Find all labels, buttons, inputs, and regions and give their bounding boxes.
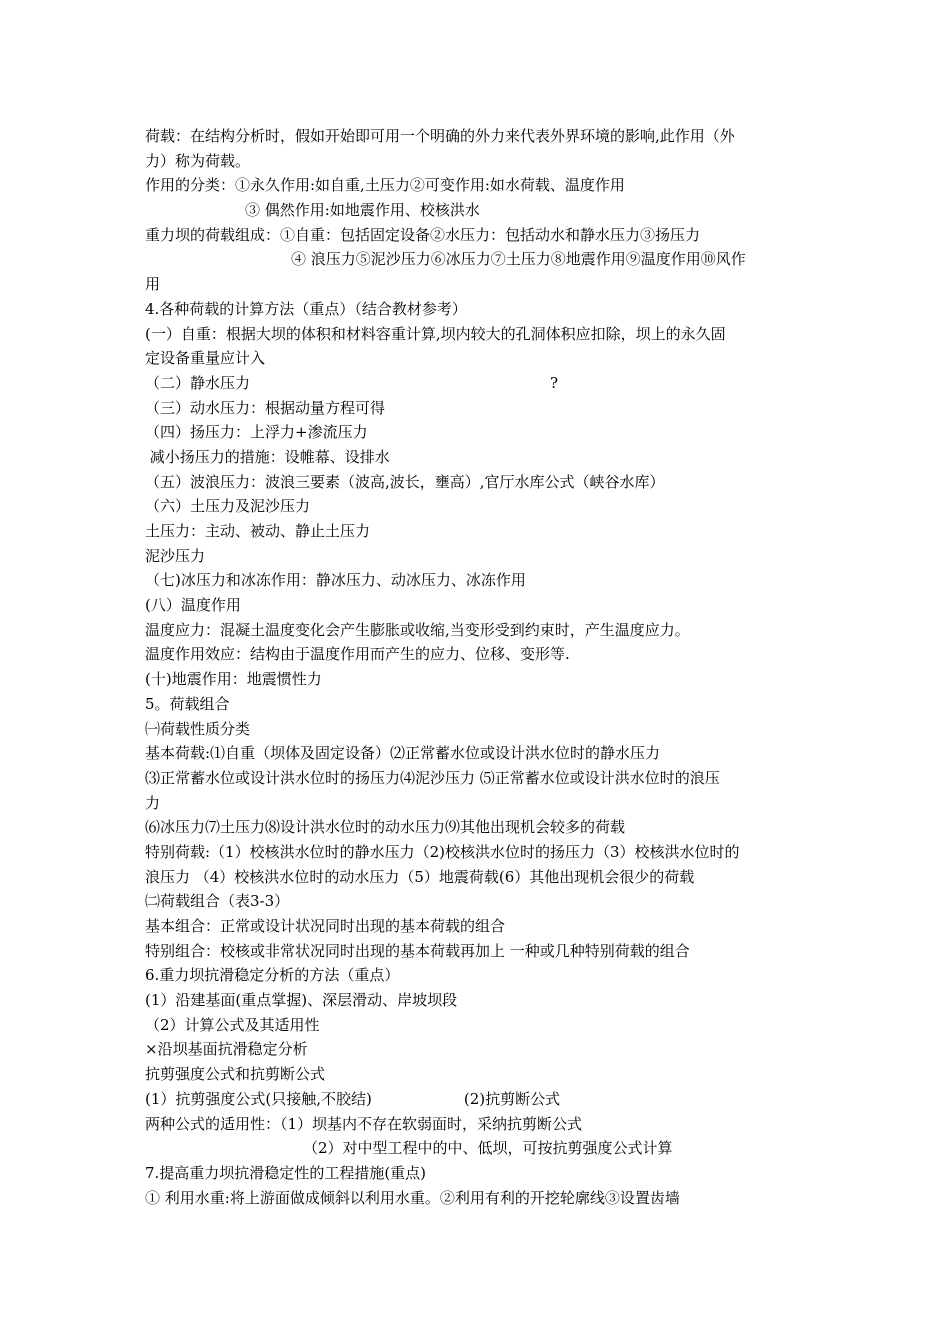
missing-formula-marker: ? (550, 373, 559, 392)
text-line (145, 371, 810, 396)
text-line: （六）土压力及泥沙压力 (145, 497, 311, 516)
text-line: ⑹冰压力⑺土压力⑻设计洪水位时的动水压力⑼其他出现机会较多的荷载 (145, 818, 626, 837)
text-line: 定设备重量应计入 (145, 349, 266, 368)
text-line: （2）对中型工程中的中、低坝，可按抗剪强度公式计算 (303, 1139, 673, 1158)
text-line (145, 1087, 810, 1112)
document-body (145, 124, 810, 1210)
shear-strength-formula-label: (1）抗剪强度公式(只接触,不胶结) (145, 1089, 372, 1108)
text-line: ㈠荷载性质分类 (145, 719, 251, 738)
text-line: 泥沙压力 (145, 546, 206, 565)
text-line: ③ 偶然作用:如地震作用、校核洪水 (245, 201, 480, 220)
shear-fracture-formula-label: (2)抗剪断公式 (463, 1089, 561, 1108)
text-line: 特别荷载:（1）校核洪水位时的静水压力（2)校核洪水位时的扬压力（3）校核洪水位时的 (145, 842, 740, 861)
text-line: 力 (145, 793, 161, 812)
text-line: ㈡荷载组合（表3-3） (145, 892, 290, 911)
static-pressure-label: （二）静水压力 (145, 373, 251, 392)
text-line: (八）温度作用 (145, 596, 241, 615)
text-line: ④ 浪压力⑤泥沙压力⑥冰压力⑦土压力⑧地震作用⑨温度作用⑩风作 (291, 250, 746, 269)
text-line: 减小扬压力的措施：设帷幕、设排水 (145, 447, 390, 466)
section-heading: 5。荷载组合 (145, 694, 230, 713)
text-line: 用 (145, 275, 161, 294)
text-line: （四）扬压力：上浮力+渗流压力 (145, 423, 368, 442)
section-heading: 6.重力坝抗滑稳定分析的方法（重点） (145, 966, 400, 985)
text-line: ① 利用水重:将上游面做成倾斜以利用水重。②利用有利的开挖轮廓线③设置齿墙 (145, 1188, 680, 1207)
text-line: 作用的分类：①永久作用:如自重,土压力②可变作用:如水荷载、温度作用 (145, 176, 625, 195)
text-line: （三）动水压力：根据动量方程可得 (145, 398, 386, 417)
text-line: 特别组合：校核或非常状况同时出现的基本荷载再加上 一种或几种特别荷载的组合 (145, 941, 690, 960)
text-line: 重力坝的荷载组成：①自重：包括固定设备②水压力：包括动水和静水压力③扬压力 (145, 225, 701, 244)
text-line: (十)地震作用：地震惯性力 (145, 670, 322, 689)
text-line: 温度应力：混凝土温度变化会产生膨胀或收缩,当变形受到约束时，产生温度应力。 (145, 620, 690, 639)
text-line: ×沿坝基面抗滑稳定分析 (145, 1040, 308, 1059)
text-line: 基本组合：正常或设计状况同时出现的基本荷载的组合 (145, 917, 506, 935)
text-line: 两种公式的适用性：（1）坝基内不存在软弱面时，采纳抗剪断公式 (145, 1114, 583, 1133)
text-line: 荷载：在结构分析时，假如开始即可用一个明确的外力来代表外界环境的影响,此作用（外 (145, 127, 735, 145)
text-line: （七)冰压力和冰冻作用：静冰压力、动冰压力、冰冻作用 (145, 571, 526, 590)
text-line: 温度作用效应：结构由于温度作用而产生的应力、位移、变形等. (145, 645, 570, 664)
text-line: ⑶正常蓄水位或设计洪水位时的扬压力⑷泥沙压力 ⑸正常蓄水位或设计洪水位时的浪压 (145, 768, 720, 787)
text-line: (一）自重：根据大坝的体积和材料容重计算,坝内较大的孔洞体积应扣除，坝上的永久固 (145, 324, 726, 343)
section-heading: 7.提高重力坝抗滑稳定性的工程措施(重点) (145, 1163, 427, 1182)
text-line: （2）计算公式及其适用性 (145, 1015, 320, 1034)
text-line: （五）波浪压力：波浪三要素（波高,波长，壅高）,官厅水库公式（峡谷水库） (145, 472, 665, 491)
text-line: 基本荷载:⑴自重（坝体及固定设备）⑵正常蓄水位或设计洪水位时的静水压力 (145, 744, 661, 763)
section-heading: 4.各种荷载的计算方法（重点）（结合教材参考） (145, 299, 467, 318)
text-line: 土压力：主动、被动、静止土压力 (145, 522, 371, 540)
text-line: 抗剪强度公式和抗剪断公式 (145, 1065, 326, 1084)
text-line: 力）称为荷载。 (145, 151, 251, 170)
text-line: (1）沿建基面(重点掌握)、深层滑动、岸坡坝段 (145, 991, 458, 1010)
text-line: 浪压力 （4）校核洪水位时的动水压力（5）地震荷载(6）其他出现机会很少的荷载 (145, 867, 695, 886)
